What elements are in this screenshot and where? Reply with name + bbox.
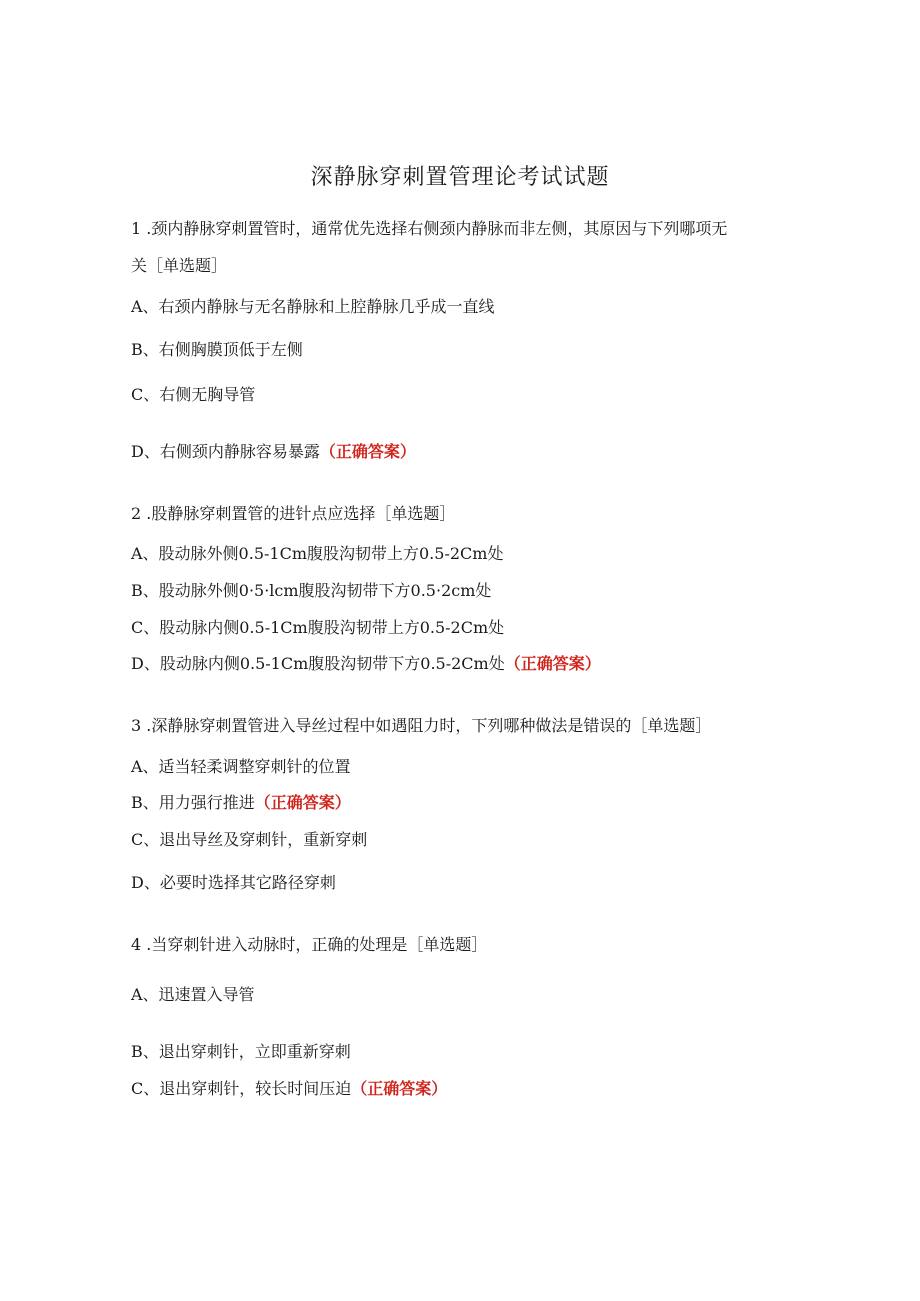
- question-3-option-b: [131, 792, 351, 814]
- option-text: C、退出穿刺针，较长时间压迫: [131, 1079, 352, 1098]
- option-text: B、用力强行推进: [131, 793, 255, 812]
- question-4-stem: 4 .当穿刺针进入动脉时，正确的处理是［单选题］: [131, 935, 488, 954]
- page-title: 深静脉穿刺置管理论考试试题: [310, 165, 610, 190]
- question-3-stem: 3 .深静脉穿刺置管进入导丝过程中如遇阻力时，下列哪种做法是错误的［单选题］: [131, 716, 712, 735]
- question-2-option-b: B、股动脉外侧0·5·lcm腹股沟韧带下方0.5·2cm处: [131, 581, 492, 600]
- question-4-option-b: B、退出穿刺针，立即重新穿刺: [131, 1042, 351, 1061]
- question-1-option-b: B、右侧胸膜顶低于左侧: [131, 340, 303, 359]
- correct-answer-mark: （正确答案）: [351, 1079, 448, 1098]
- question-4-option-c: [131, 1078, 447, 1100]
- question-3-option-c: C、退出导丝及穿刺针，重新穿刺: [131, 830, 368, 849]
- correct-answer-mark: （正确答案）: [504, 654, 601, 673]
- question-3-option-d: D、必要时选择其它路径穿刺: [131, 873, 336, 892]
- question-4-option-a: A、迅速置入导管: [131, 985, 255, 1004]
- correct-answer-mark: （正确答案）: [254, 793, 351, 812]
- question-1-stem: 1 .颈内静脉穿刺置管时，通常优先选择右侧颈内静脉而非左侧，其原因与下列哪项无: [131, 219, 728, 238]
- question-2-stem: 2 .股静脉穿刺置管的进针点应选择［单选题］: [131, 504, 456, 523]
- question-2-option-c: C、股动脉内侧0.5-1Cm腹股沟韧带上方0.5-2Cm处: [131, 618, 505, 637]
- question-1-option-a: A、右颈内静脉与无名静脉和上腔静脉几乎成一直线: [131, 297, 495, 316]
- option-text: D、右侧颈内静脉容易暴露: [131, 442, 320, 461]
- question-3-option-a: A、适当轻柔调整穿刺针的位置: [131, 757, 351, 776]
- option-text: D、股动脉内侧0.5-1Cm腹股沟韧带下方0.5-2Cm处: [131, 654, 505, 673]
- correct-answer-mark: （正确答案）: [319, 442, 416, 461]
- question-1-option-d: [131, 441, 416, 463]
- question-1-stem-continued: 关［单选题］: [131, 256, 228, 275]
- question-2-option-d: [131, 653, 601, 675]
- question-1-option-c: C、右侧无胸导管: [131, 385, 256, 404]
- question-2-option-a: A、股动脉外侧0.5-1Cm腹股沟韧带上方0.5-2Cm处: [131, 544, 504, 563]
